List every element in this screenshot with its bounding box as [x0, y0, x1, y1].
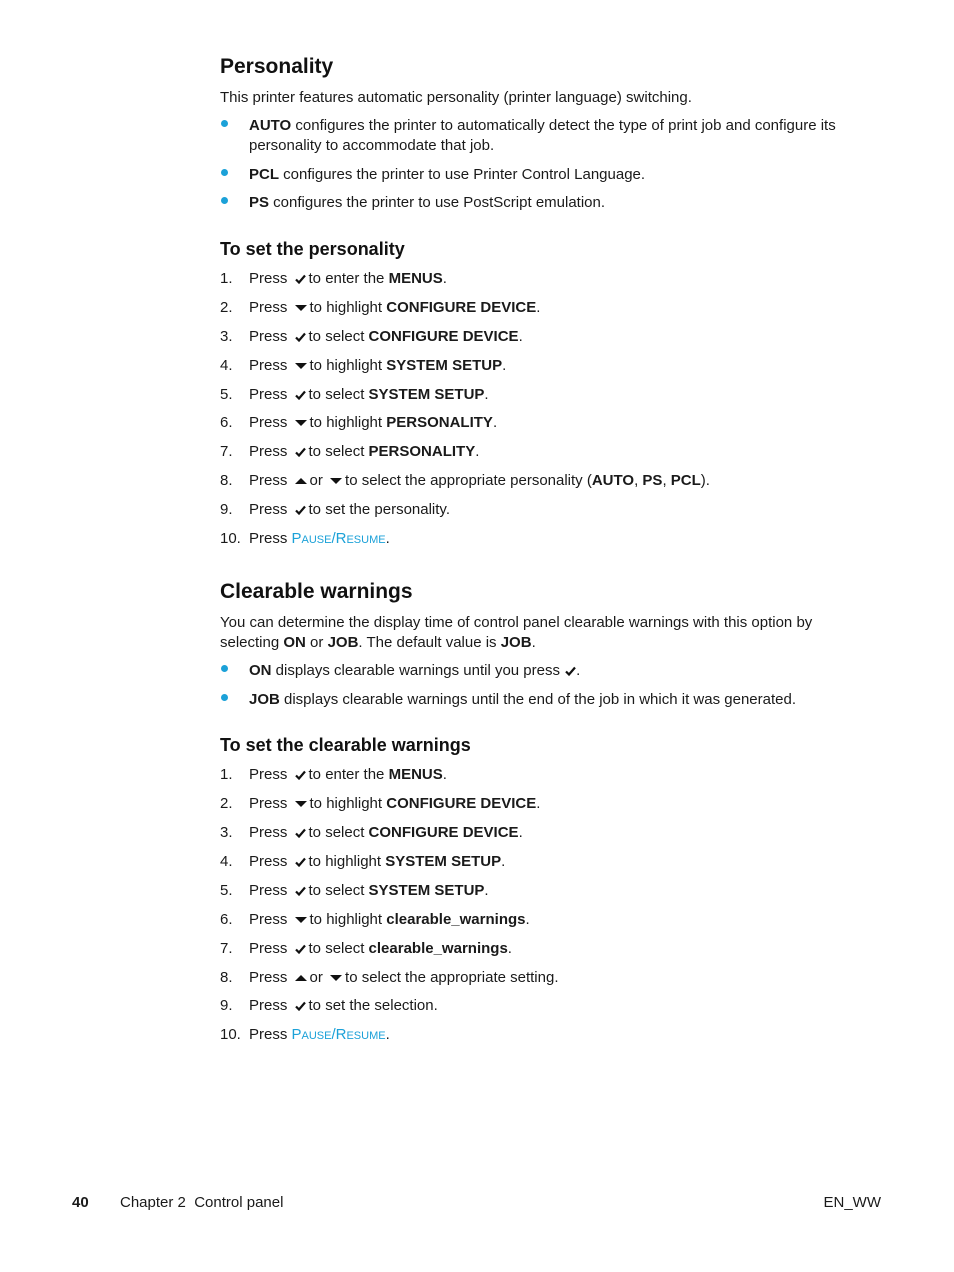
check-icon — [295, 390, 306, 400]
procedure-title-clearable-warnings: To set the clearable warnings — [220, 735, 471, 755]
list-item: ON displays clearable warnings until you press . — [220, 661, 865, 681]
check-icon — [295, 505, 306, 515]
footer-locale: EN_WW — [823, 1194, 881, 1211]
list-item: PS configures the printer to use PostScript emulation. — [220, 193, 865, 213]
personality-intro: This printer features automatic personality (printer language) switching. — [220, 89, 692, 106]
down-arrow-icon — [295, 304, 307, 312]
check-icon — [295, 944, 306, 954]
bullet-icon — [221, 694, 228, 701]
pause-resume-link[interactable]: Pause/Resume — [291, 1026, 386, 1043]
down-arrow-icon — [295, 419, 307, 427]
footer-page-number: 40 — [72, 1194, 89, 1211]
check-icon — [295, 274, 306, 284]
check-icon — [295, 332, 306, 342]
procedure-title-personality: To set the personality — [220, 239, 405, 259]
check-icon — [295, 770, 306, 780]
check-icon — [295, 447, 306, 457]
list-item: JOB displays clearable warnings until the end of the job in which it was generated. — [220, 690, 865, 710]
check-icon — [295, 886, 306, 896]
list-item: AUTO configures the printer to automatically detect the type of print job and configure its personality to accommodate that job. — [220, 116, 865, 156]
check-icon — [565, 666, 576, 676]
list-item: PCL configures the printer to use Printer Control Language. — [220, 165, 865, 185]
section-title-personality: Personality — [220, 55, 334, 78]
down-arrow-icon — [295, 362, 307, 370]
bullet-icon — [221, 120, 228, 127]
down-arrow-icon — [295, 916, 307, 924]
check-icon — [295, 857, 306, 867]
bullet-icon — [221, 169, 228, 176]
check-icon — [295, 828, 306, 838]
clearable-warnings-intro: You can determine the display time of control panel clearable warnings with this option by selecting ON or JOB. The default value is JOB. — [220, 614, 813, 651]
up-arrow-icon — [295, 974, 307, 982]
down-arrow-icon — [330, 477, 342, 485]
down-arrow-icon — [295, 800, 307, 808]
section-title-clearable-warnings: Clearable warnings — [220, 580, 413, 603]
up-arrow-icon — [295, 477, 307, 485]
footer-chapter: Chapter 2 Control panel — [120, 1194, 284, 1211]
pause-resume-link[interactable]: Pause/Resume — [291, 530, 386, 547]
bullet-icon — [221, 665, 228, 672]
bullet-icon — [221, 197, 228, 204]
check-icon — [295, 1001, 306, 1011]
down-arrow-icon — [330, 974, 342, 982]
